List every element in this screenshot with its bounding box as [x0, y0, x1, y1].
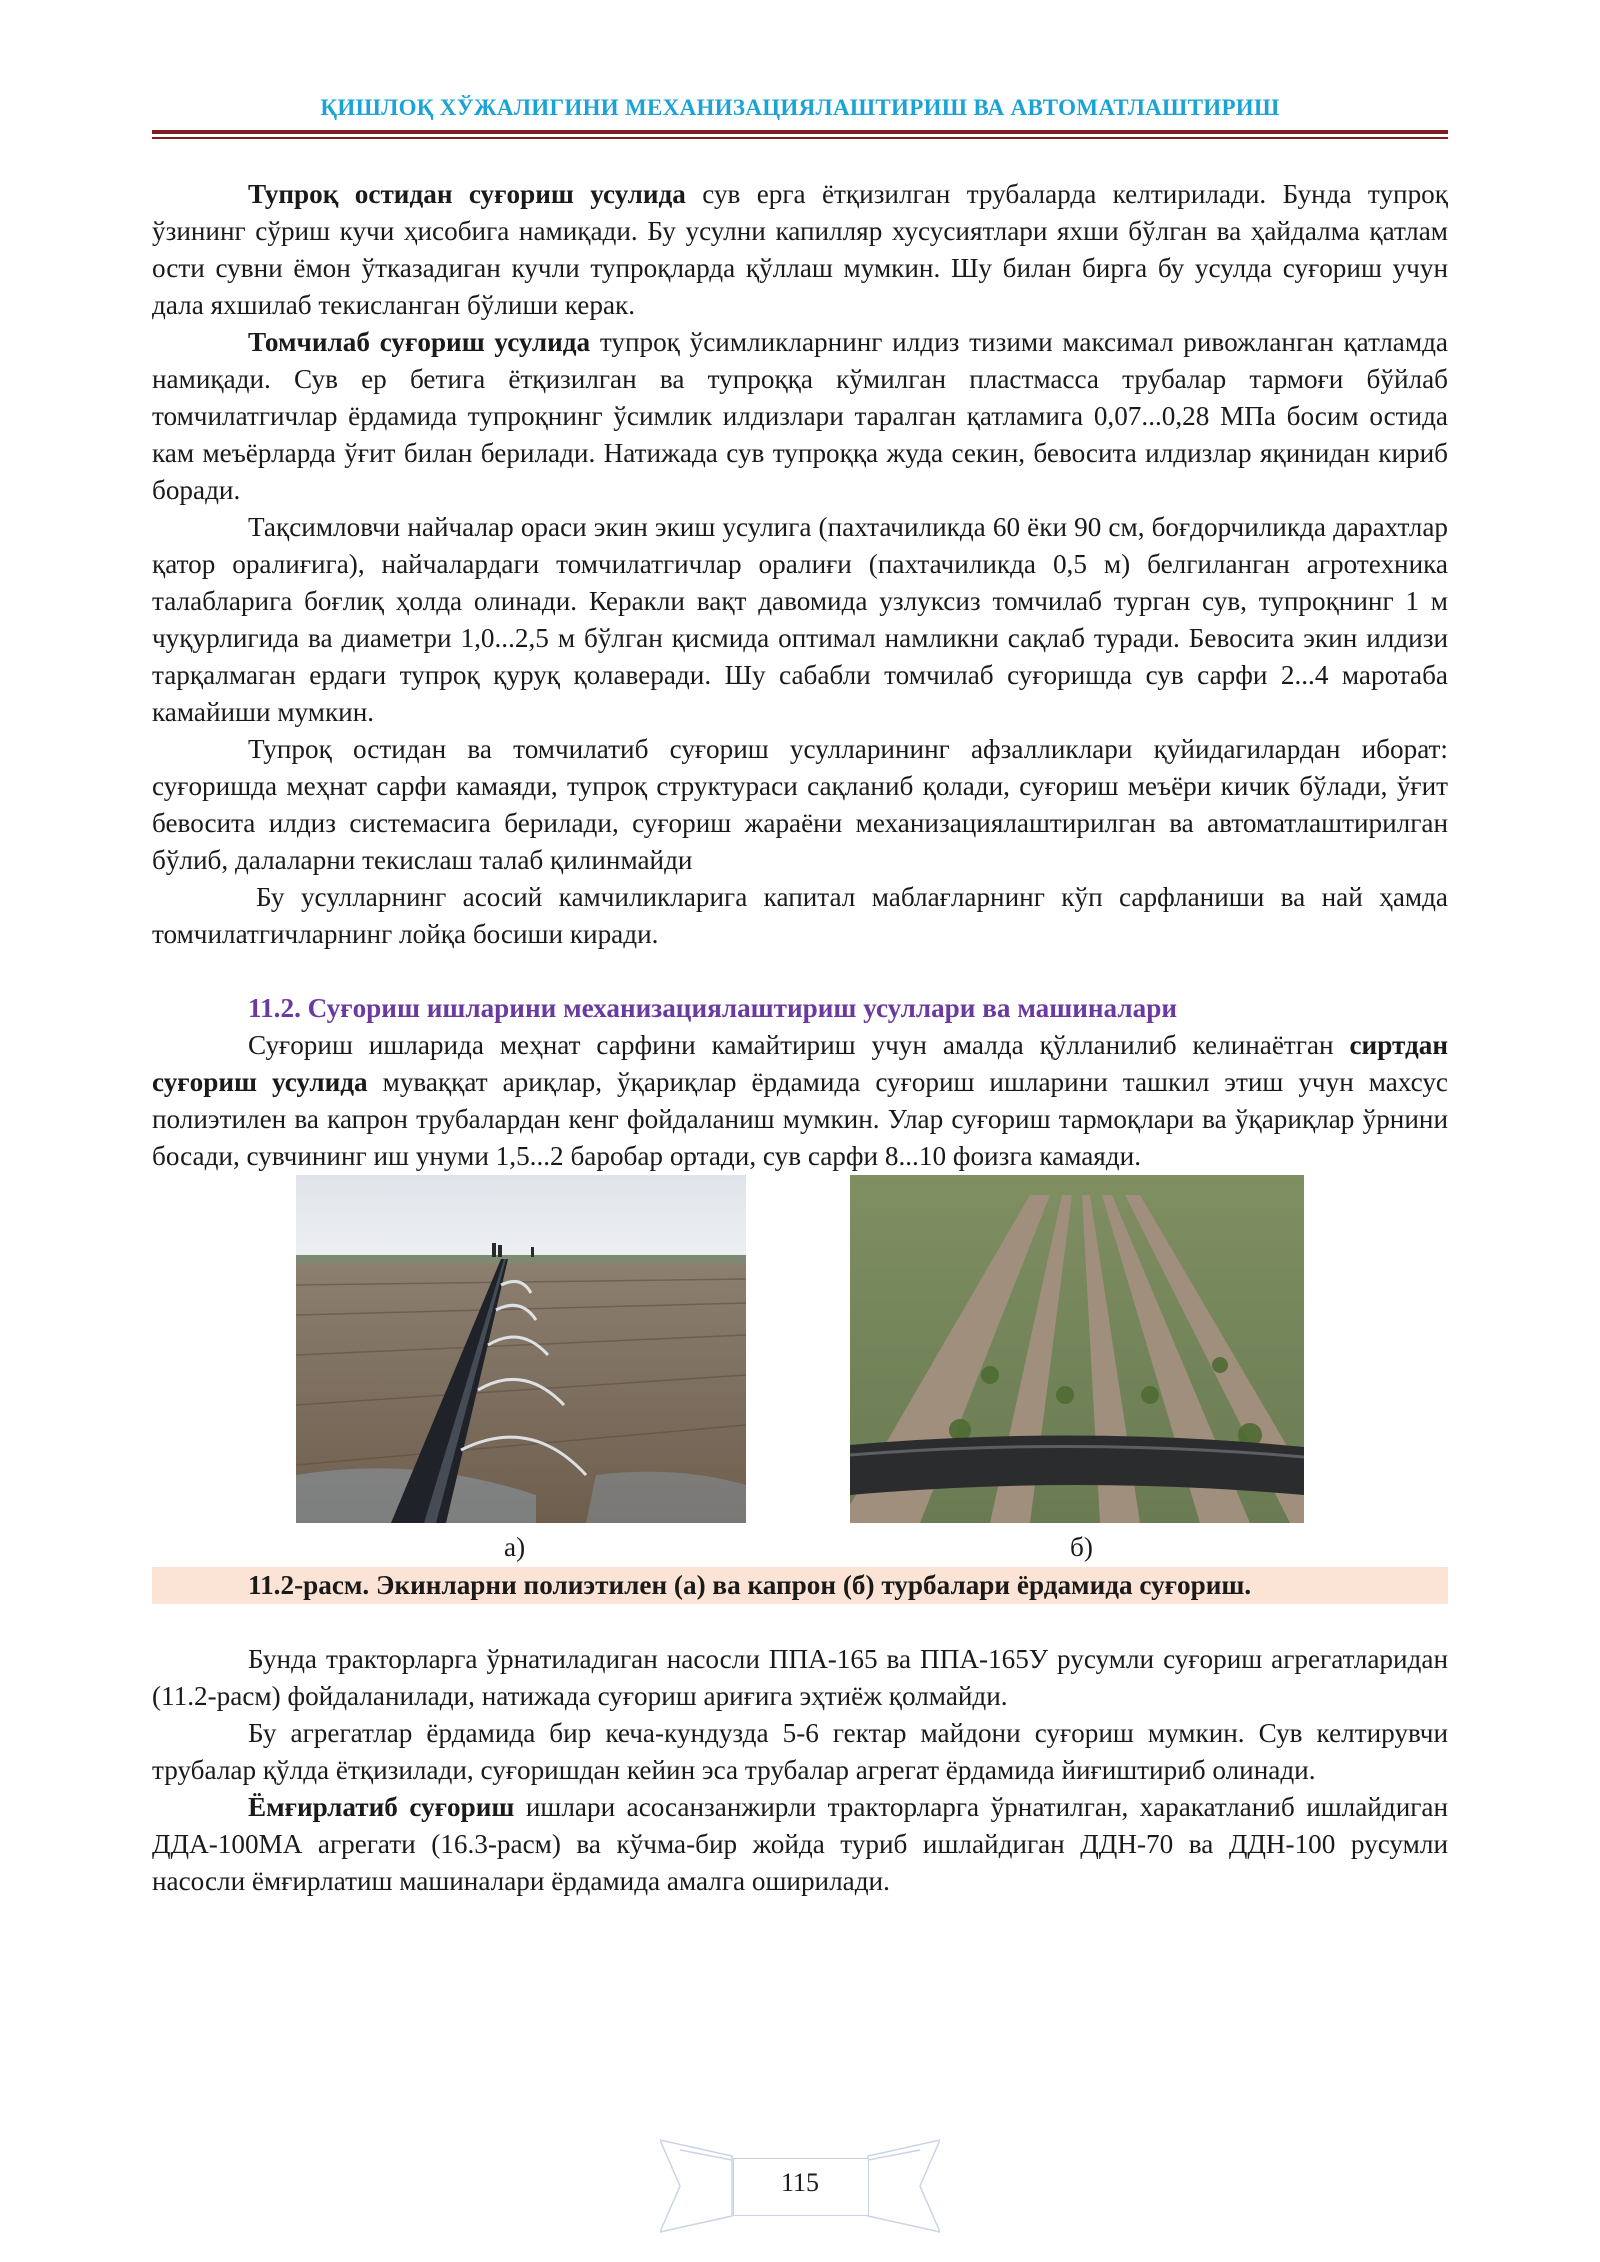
paragraph-advantages: Тупроқ остидан ва томчилатиб суғориш усулларининг афзалликлари қуйидагилардан иборат: суғоришда меҳнат сарфи камаяди, тупроқ структураси сақланиб қолади, суғориш меъёри кичик бўлади, ўғит бевосита илдиз системасига берилади, суғориш жараёни механизациялаштирилган ва автоматлаштирилган бўлиб, далаларни текислаш талаб қилинмайди: [152, 734, 1448, 875]
paragraph-disadvantages: Бу усулларнинг асосий камчиликларига капитал маблағларнинг кўп сарфланиши ва най ҳамда томчилатгичларнинг лойқа босиши киради.: [152, 882, 1448, 949]
paragraph-text: муваққат ариқлар, ўқариқлар ёрдамида суғориш ишларини ташкил этиш учун махсус полиэтилен ва капрон трубалардан кенг фойдаланиш мумкин. Улар суғориш тармоқлари ва ўқариқлар ўрнини босади, сувчининг иш унуми 1,5...2 баробар ортади, сув сарфи 8...10 фоизга камаяди.: [152, 1067, 1448, 1171]
photo-polyethylene-pipe: [296, 1175, 746, 1523]
figure-label-b: б): [1070, 1532, 1093, 1562]
page-body: [152, 176, 1448, 1900]
paragraph-text: тупроқ ўсимликларнинг илдиз тизими максимал ривожланган қатламда намиқади. Сув ер бетига ётқизилган ва тупроққа кўмилган пластмасса трубалар тармоғи бўйлаб томчилатгичлар ёрдамида тупроқнинг ўсимлик илдизлари таралган қатламига 0,07...0,28 МПа босим остида кам меъёрларда ўғит билан берилади. Натижада сув тупроққа жуда секин, бевосита илдизлар яқинидан кириб боради.: [152, 327, 1448, 505]
paragraph-aggregate-capacity: Бу агрегатлар ёрдамида бир кеча-кундузда 5-6 гектар майдони суғориш мумкин. Сув келтирувчи трубалар қўлда ётқизилади, суғоришдан кейин эса трубалар агрегат ёрдамида йиғиштириб олинади.: [152, 1718, 1448, 1785]
paragraph-text: Суғориш ишларида меҳнат сарфини камайтириш учун амалда қўлланилиб келинаётган: [248, 1030, 1350, 1060]
figure-caption: 11.2-расм. Экинларни полиэтилен (а) ва капрон (б) турбалари ёрдамида суғориш.: [152, 1567, 1448, 1604]
running-header: ҚИШЛОҚ ХЎЖАЛИГИНИ МЕХАНИЗАЦИЯЛАШТИРИШ ВА АВТОМАТЛАШТИРИШ: [320, 95, 1280, 120]
paragraph-distribution-tubes: Тақсимловчи найчалар ораси экин экиш усулига (пахтачиликда 60 ёки 90 см, боғдорчиликда дарахтлар қатор оралиғига), найчалардаги томчилатгичлар оралиғи (пахтачиликда 0,5 м) белгиланган агротехника талабларига боғлиқ ҳолда олинади. Керакли вақт давомида узлуксиз томчилаб турган сув, тупроқнинг 1 м чуқурлигида ва диаметри 1,0...2,5 м бўлган қисмида оптимал намликни сақлаб туради. Бевосита экин илдизи тарқалмаган ердаги тупроқ қуруқ қолаверади. Шу сабабли томчилаб суғоришда сув сарфи 2...4 маротаба камайиши мумкин.: [152, 512, 1448, 727]
figure-label-a: а): [504, 1532, 526, 1562]
paragraph-drip-irrigation: [152, 324, 1448, 509]
section-heading: 11.2. Суғориш ишларини механизациялаштириш усуллари ва машиналари: [248, 993, 1177, 1023]
paragraph-text: ишлари асосанзанжирли тракторларга ўрнатилган, харакатланиб ишлайдиган ДДА-100МА агрегати (16.3-расм) ва кўчма-бир жойда туриб ишлайдиган ДДН-70 ва ДДН-100 русумли насосли ёмғирлатиш машиналари ёрдамида амалга оширилади.: [152, 1792, 1449, 1896]
paragraph-text: сув ерга ётқизилган трубаларда келтирилади. Бунда тупроқ ўзининг сўриш кучи ҳисобига намиқади. Бу усулни капилляр хусусиятлари яхши бўлган ва ҳайдалма қатлам ости сувни ёмон ўтказадиган кучли тупроқларда қўллаш мумкин. Шу билан бирга бу усулда суғориш учун дала яхшилаб текисланган бўлиши керак.: [152, 179, 1448, 320]
term-surface-irrigation: сиртдан суғориш усулида: [152, 1030, 1448, 1097]
paragraph-subsurface-irrigation: [152, 176, 1448, 324]
figure: [152, 1175, 1448, 1567]
header-rule-thin: [152, 137, 1448, 139]
term-sprinkler-irrigation: Ёмғирлатиб суғориш: [248, 1792, 515, 1822]
term-subsurface-irrigation: Тупроқ остидан суғориш усулида: [248, 179, 686, 209]
header-rule: [152, 130, 1448, 134]
photo-kapron-pipe: [850, 1175, 1304, 1523]
paragraph-sprinkler-irrigation: [152, 1789, 1448, 1900]
paragraph-surface-irrigation: [152, 1027, 1448, 1175]
paragraph-ppa-165: Бунда тракторларга ўрнатиладиган насосли ППА-165 ва ППА-165У русумли суғориш агрегатларидан (11.2-расм) фойдаланилади, натижада суғориш ариғига эҳтиёж қолмайди.: [152, 1644, 1448, 1711]
term-drip-irrigation: Томчилаб суғориш усулида: [248, 327, 591, 357]
page-number: 115: [780, 2168, 820, 2197]
